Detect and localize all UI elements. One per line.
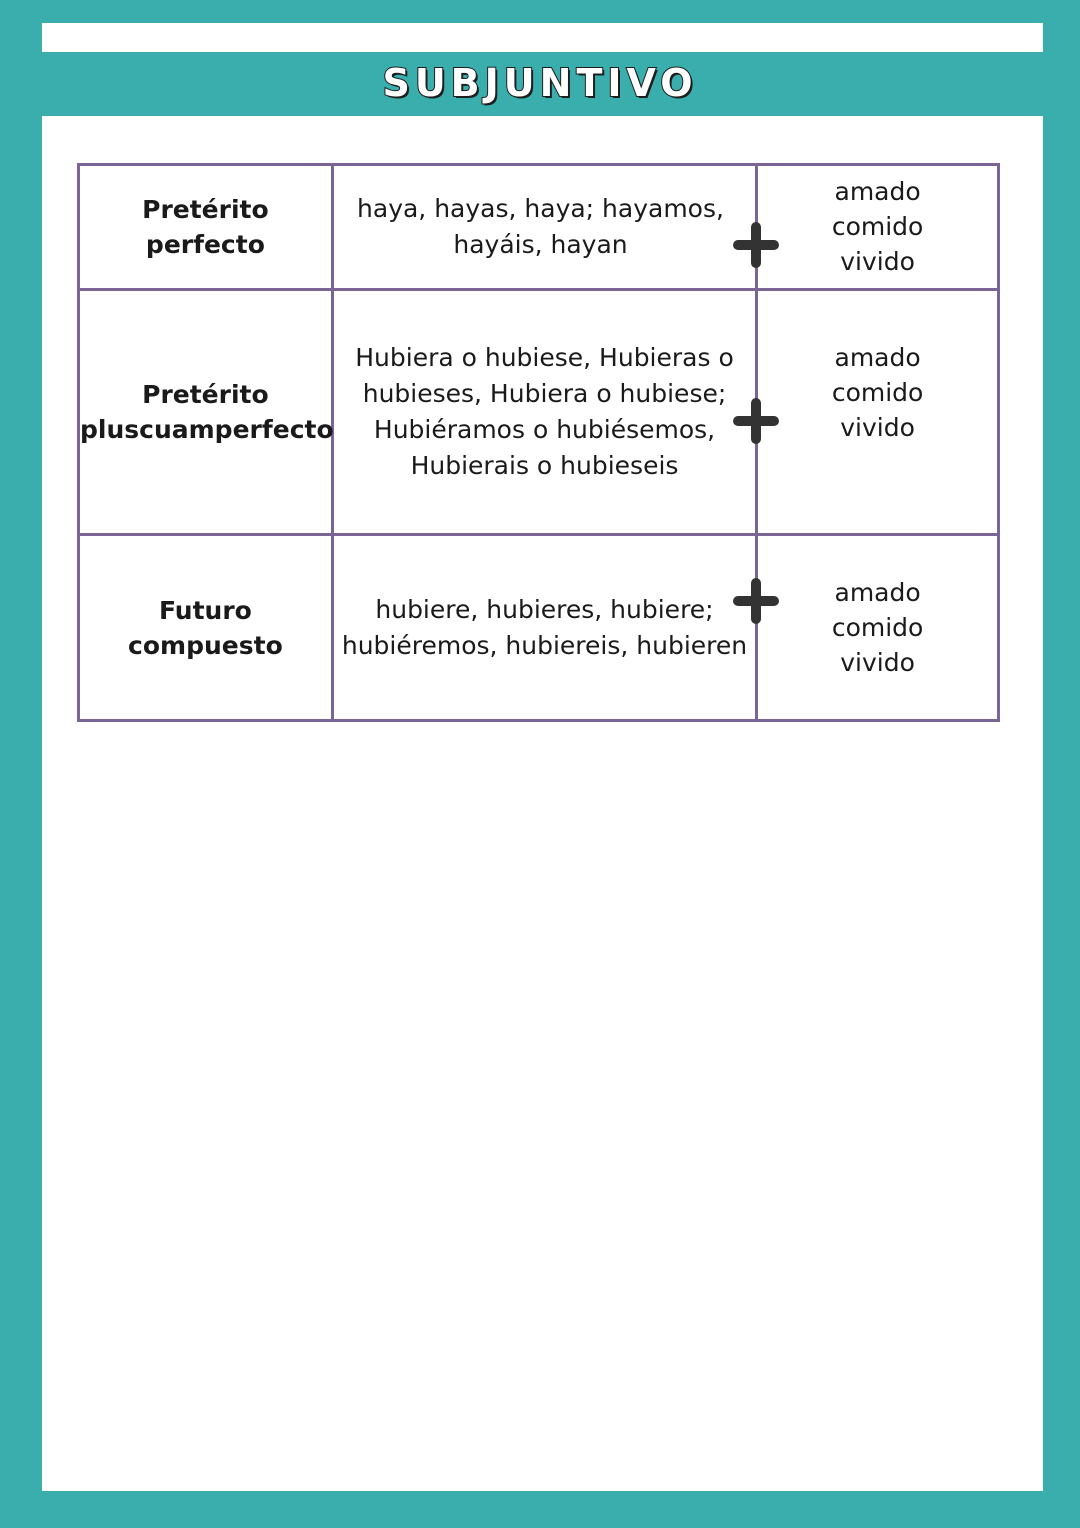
participle: amado [834, 176, 921, 206]
top-strip [42, 23, 1043, 52]
plus-icon [733, 578, 779, 624]
participle: vivido [840, 648, 915, 677]
participle: amado [834, 343, 921, 372]
auxiliary-forms-cell [332, 535, 756, 721]
page-title: SUBJUNTIVO [382, 61, 698, 105]
participles-cell [757, 535, 999, 721]
table-row [79, 535, 999, 721]
participle: comido [831, 613, 924, 642]
plus-icon [733, 398, 779, 444]
auxiliary-forms: haya, hayas, haya; hayamos, hayáis, hayan [357, 194, 724, 259]
conjugation-table [77, 163, 1000, 722]
table-row [79, 165, 999, 290]
participle: amado [834, 578, 921, 607]
participle: vivido [840, 413, 915, 442]
participles-cell [757, 290, 999, 535]
participles-cell [757, 165, 999, 290]
participle: comido [831, 378, 924, 407]
tense-name: Futuro compuesto [79, 535, 333, 721]
auxiliary-forms-cell [332, 290, 756, 535]
participle: vivido [840, 246, 915, 276]
table-row [79, 290, 999, 535]
auxiliary-forms: hubiere, hubieres, hubiere; hubiéremos, hubiereis, hubieren [341, 594, 748, 660]
participle: comido [831, 211, 924, 241]
auxiliary-forms-cell [332, 165, 756, 290]
tense-name: Pretérito pluscuamperfecto [79, 290, 333, 535]
plus-icon [733, 222, 779, 268]
auxiliary-forms: Hubiera o hubiese, Hubieras o hubieses, Hubiera o hubiese; Hubiéramos o hubiésemos, Hubierais o hubieseis [355, 343, 734, 480]
tense-name: Pretérito perfecto [79, 165, 333, 290]
